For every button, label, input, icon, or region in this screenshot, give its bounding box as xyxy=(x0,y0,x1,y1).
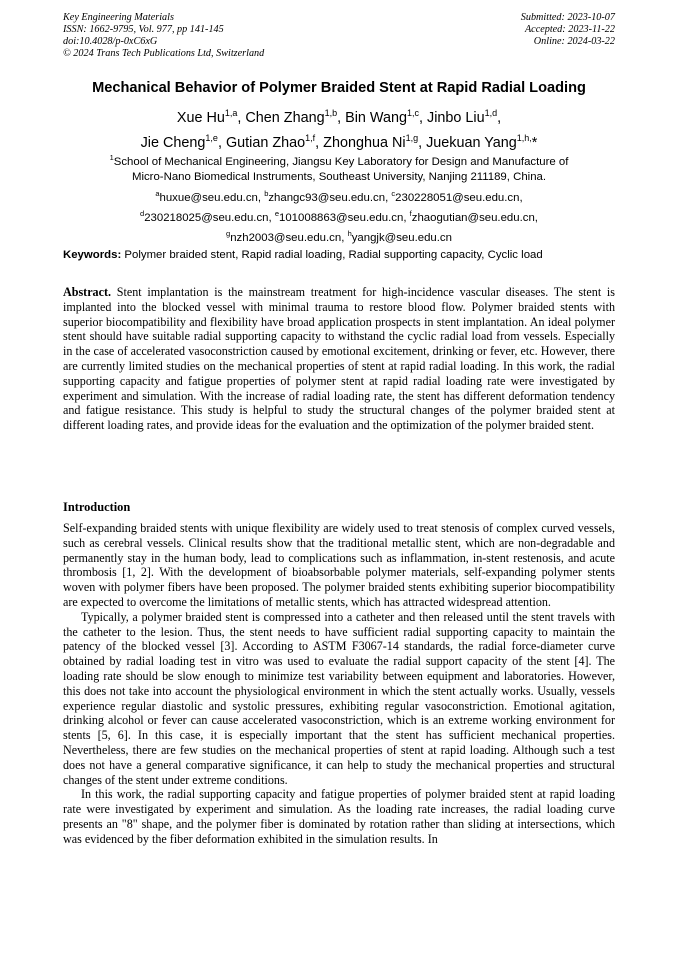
email-link[interactable]: 230228051@seu.edu.cn xyxy=(395,191,520,204)
author-name: Chen Zhang xyxy=(245,109,325,126)
author-sup: 1,d xyxy=(484,108,498,118)
affiliation-sup: 1 xyxy=(109,153,114,162)
author-name: Bin Wang xyxy=(345,109,407,126)
author-name: Juekuan Yang xyxy=(426,134,517,151)
abstract xyxy=(63,285,615,433)
paragraph: Typically, a polymer braided stent is compressed into a catheter and then released until the stent travels with the catheter to the lesion. Thus, the stent needs to have sufficient radial supporting capacity to maintain the patency of the blocked vessel [3]. According to ASTM F3067-14 standards, the radial force-diameter curve obtained by radial loading test in vitro was used to evaluate the radial support capacity of the stent [4]. The loading rate should be slow enough to minimize test variability between equipment and laboratories. However, this does not take into account the physiological environment in which the stent actually works. Usually, vessels experience regular diastolic and systolic pressures, exhibiting regular vasoconstriction. Emotional agitation, drinking alcohol or fever can cause accelerated vasoconstriction, which is an extreme working environment for stents [5, 6]. In this case, it is especially important that the stent has sufficient mechanical properties. Nevertheless, there are few studies on the mechanical properties of stent at rapid loading. Although such a test does not have a general comparative significance, it can help to study the mechanical properties and structural changes of the stent under extreme conditions. xyxy=(63,609,615,787)
keywords-text: Polymer braided stent, Rapid radial loading, Radial supporting capacity, Cyclic load xyxy=(124,249,543,261)
author-name: Jinbo Liu xyxy=(427,109,485,126)
email-link[interactable]: yangjk@seu.edu.cn xyxy=(351,231,452,244)
email-link[interactable]: zhangc93@seu.edu.cn xyxy=(268,191,386,204)
author-name: Gutian Zhao xyxy=(225,134,306,151)
copyright-line: © 2024 Trans Tech Publications Ltd, Switzerland xyxy=(63,48,265,59)
author-line-1: Xue Hu$^{1,a}$, Chen Zhang$^{1,b}$, Bin Wang$^{1,c}$, Jinbo Liu$^{1,d}$, xyxy=(176,108,502,126)
author-list xyxy=(40,103,638,153)
author-name: Xue Hu xyxy=(176,109,225,126)
paragraph: In this work, the radial supporting capacity and fatigue properties of polymer braided stent at rapid loading rate were investigated by experiment and simulation. As the loading rate increases, the radial loading curve presents an "8" shape, and the polymer fiber is dominated by rotation rather than sliding at intersections, which was evidenced by the fiber deformation exhibited in the simulation results. In xyxy=(63,787,615,846)
author-sup: 1,e xyxy=(205,132,218,143)
email-link[interactable]: 230218025@seu.edu.cn xyxy=(144,211,269,224)
email-link[interactable]: zhaogutian@seu.edu.cn xyxy=(411,211,535,224)
keywords xyxy=(63,249,623,261)
submitted-date: Submitted: 2023-10-07 xyxy=(520,12,615,23)
author-sup: 1,a xyxy=(224,108,238,118)
author-name: Zhonghua Ni xyxy=(323,134,406,151)
paragraph: Self-expanding braided stents with unique flexibility are widely used to treat stenosis of complex curved vessels, such as cerebral vessels. Clinical results show that the traditional metallic stent, which are non-degradable and permanently stay in the human body, lead to complications such as inflammation, in-stent restenosis, and acute thrombosis [1, 2]. With the development of bioabsorbable polymer materials, self-expanding polymer stents woven with polymer fibers have been proposed. The polymer braided stents exhibiting superior biocompatibility are expected to overcome the limitations of metallic stents, which has attracted widespread attention. xyxy=(63,521,615,609)
email-list: $^a$huxue@seu.edu.cn, $^b$zhangc93@seu.edu.cn, $^c$230228051@seu.edu.cn, $^d$230218025@seu.edu.cn, $^e$101008863@seu.edu.cn, $^f$zhaogutian@seu.edu.cn, $^g$nzh2003@seu.edu.cn, $^h$yangjk@seu.edu.cn xyxy=(140,189,538,244)
affiliation-line-1: School of Mechanical Engineering, Jiangsu Key Laboratory for Design and Manufacture of xyxy=(113,155,569,168)
abstract-text: Stent implantation is the mainstream treatment for high-incidence vascular diseases. The stent is implanted into the blocked vessel with minimal trauma to restore blood flow. Polymer braided stents with superior biocompatibility and flexibility have broad application prospects in stent implantation. An ideal polymer stent should have suitable radial supporting capacity to withstand the cyclic radial load from vessels. Especially in the case of accelerated vasoconstriction caused by emotional excitement, drinking or fever, etc. However, there are currently limited studies on the mechanical properties of stent at rapid radial loading. In this work, the radial supporting capacity and fatigue properties of polymer stent at rapid radial loading rate were investigated by experiment and simulation. With the increase of radial loading rate, the stent has different deformation tendency and fatigue resistance. This study is helpful to study the structural changes of the polymer braided stent at different loading rates, and provide ideas for the evaluation and the optimization of the polymer braided stent. xyxy=(63,285,615,433)
author-sup: 1,c xyxy=(406,108,419,118)
doi-line: doi:10.4028/p-0xC6xG xyxy=(63,36,158,47)
introduction-body xyxy=(63,521,615,847)
online-date: Online: 2024-03-22 xyxy=(533,36,615,47)
journal-name: Key Engineering Materials xyxy=(63,12,174,23)
email-link[interactable]: nzh2003@seu.edu.cn xyxy=(230,231,342,244)
affiliation xyxy=(40,150,638,185)
journal-header-left xyxy=(63,12,264,60)
paper-title: Mechanical Behavior of Polymer Braided Stent at Rapid Radial Loading xyxy=(92,80,586,96)
email-link[interactable]: huxue@seu.edu.cn xyxy=(159,191,258,204)
issn-line: ISSN: 1662-9795, Vol. 977, pp 141-145 xyxy=(63,24,224,35)
keywords-label: Keywords: xyxy=(63,249,122,261)
abstract-label: Abstract. xyxy=(63,285,112,299)
section-heading-introduction: Introduction xyxy=(63,500,131,514)
author-line-2: Jie Cheng$^{1,e}$, Gutian Zhao$^{1,f}$, Zhonghua Ni$^{1,g}$, Juekuan Yang$^{1,h,}$* xyxy=(140,132,538,151)
author-sup: 1,b xyxy=(324,108,338,118)
journal-header-right xyxy=(521,12,615,48)
email-link[interactable]: 101008863@seu.edu.cn xyxy=(279,211,404,224)
corresponding-mark: * xyxy=(531,134,538,151)
author-name: Jie Cheng xyxy=(140,134,206,151)
author-sup: 1,f xyxy=(305,132,316,143)
author-sup: 1,g xyxy=(405,132,419,143)
affiliation-line-2: Micro-Nano Biomedical Instruments, Southeast University, Nanjing 211189, China. xyxy=(131,170,547,183)
author-sup: 1,h, xyxy=(516,132,532,143)
accepted-date: Accepted: 2023-11-22 xyxy=(524,24,615,35)
